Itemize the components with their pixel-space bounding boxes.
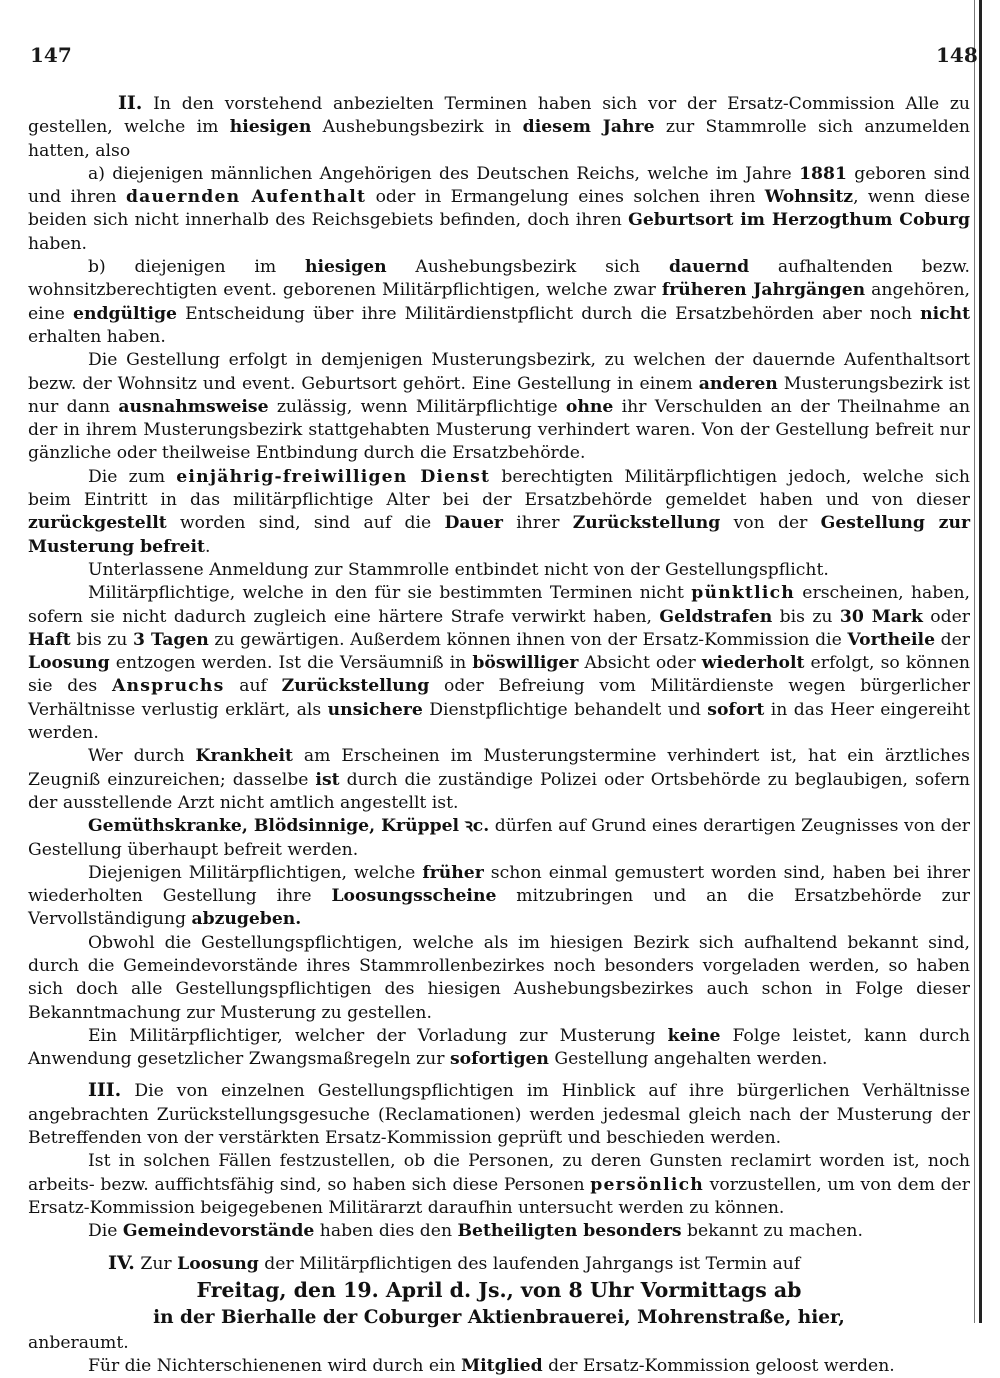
section-2-intro: II. In den vorstehend anbezielten Terminen haben sich vor der Ersatz-Commission Alle zu gestellen, welche im hiesigen Aushebungsbezirk in diesem Jahre zur Stammrolle sich anzumelden hatten, also [28, 92, 970, 161]
section-4-last: Für die Nichterschienenen wird durch ein Mitglied der Ersatz-Kommission geloost werden. [88, 1356, 895, 1377]
section-4-anberaumt: anberaumt. [28, 1332, 129, 1353]
section-2-einjaehrig: Die zum einjährig-freiwilligen Dienst berechtigten Militärpflichtigen jedoch, welche sich beim Eintritt in das militärpflichtige Alter bei der Ersatzbehörde gemeldet haben und von dieser zurückgestellt worden sind, sind auf die Dauer ihrer Zurückstellung von der Gestellung zur Musterung befreit. [28, 466, 970, 557]
section-2-numeral: II. [118, 92, 143, 114]
section-2-krankheit: Wer durch Krankheit am Erscheinen im Musterungstermine verhindert ist, hat ein ärztliches Zeugniß einzureichen; dasselbe ist durch die zuständige Polizei oder Ortsbehörde zu beglaubigen, sofern der ausstellende Arzt nicht amtlich angestellt ist. [28, 746, 970, 813]
section-2-diejenigen: Diejenigen Militärpflichtigen, welche früher schon einmal gemustert worden sind, haben bei ihrer wiederholten Gestellung ihre Loosungsscheine mitzubringen und an die Ersatzbehörde zur Vervollständigung abzugeben. [28, 862, 970, 930]
section-3-intro: III. Die von einzelnen Gestellungspflichtigen im Hinblick auf ihre bürgerlichen Verhältnisse angebrachten Zurückstellungsgesuche (Reclamationen) werden jedesmal gleich nach der Musterung der Betreffenden von der verstärkten Ersatz-Kommission geprüft und beschieden werden. [28, 1079, 971, 1149]
section-2-ein-militaerpflichtiger: Ein Militärpflichtiger, welcher der Vorladung zur Musterung keine Folge leistet, kann durch Anwendung gesetzlicher Zwangsmaßregeln zur sofortigen Gestellung angehalten werden. [28, 1025, 971, 1070]
main-text [28, 92, 970, 1378]
page-number-left: 147 [30, 43, 72, 67]
section-2-gestellung: Die Gestellung erfolgt in demjenigen Musterungsbezirk, zu welchen der dauernde Aufenthaltsort bezw. der Wohnsitz und event. Geburtsort gehört. Eine Gestellung in einem anderen Musterungsbezirk ist nur dann ausnahmsweise zulässig, wenn Militärpflichtige ohne ihr Verschulden an der Theilnahme an der in ihrem Musterungsbezirk stattgehabten Musterung verhindert waren. Von der Gestellung befreit nur gänzliche oder theilweise Entbindung durch die Ersatzbehörde. [28, 350, 971, 464]
section-3-numeral: III. [88, 1079, 122, 1102]
section-2-militaerpflichtige: Militärpflichtige, welche in den für sie bestimmten Terminen nicht pünktlich erscheinen, haben, sofern sie nicht dadurch zugleich eine härtere Strafe verwirkt haben, Geldstrafen bis zu 30 Mark oder Haft bis zu 3 Tagen zu gewärtigen. Außerdem können ihnen von der Ersatz-Kommission die Vortheile der Loosung entzogen werden. Ist die Versäumniß in böswilliger Absicht oder wiederholt erfolgt, so können sie des Anspruchs auf Zurückstellung oder Befreiung vom Militärdienste wegen bürgerlicher Verhältnisse verlustig erklärt, als unsichere Dienstpflichtige behandelt und sofort in das Heer eingereiht werden. [28, 583, 971, 744]
section-4-intro: IV. Zur Loosung der Militärpflichtigen des laufenden Jahrgangs ist Termin auf [108, 1251, 801, 1274]
section-4-place-line: in der Bierhalle der Coburger Aktienbrauerei, Mohrenstraße, hier, [153, 1306, 845, 1328]
section-2-obwohl: Obwohl die Gestellungspflichtigen, welche als im hiesigen Bezirk sich aufhaltend bekannt sind, durch die Gemeindevorstände ihres Stammrollenbezirkes noch besonders vorgeladen werden, so haben sich doch alle Gestellungspflichtigen des hiesigen Aushebungsbezirkes auch schon in Folge dieser Bekanntmachung zur Musterung zu gestellen. [28, 932, 970, 1023]
page-edge-shadow [974, 0, 975, 1323]
page-edge-border [979, 0, 982, 1323]
section-2-item-b: b) diejenigen im hiesigen Aushebungsbezirk sich dauernd aufhaltenden bezw. wohnsitzberechtigten event. geborenen Militärpflichtigen, welche zwar früheren Jahrgängen angehören, eine endgültige Entscheidung über ihre Militärdienstpflicht durch die Ersatzbehörden aber noch nicht erhalten haben. [28, 257, 971, 347]
section-2-unterlassene: Unterlassene Anmeldung zur Stammrolle entbindet nicht von der Gestellungspflicht. [88, 559, 829, 580]
page-number-right: 148 [936, 43, 978, 67]
section-3-persons: Ist in solchen Fällen festzustellen, ob die Personen, zu deren Gunsten reclamirt worden ist, noch arbeits- bezw. auffichtsfähig sind, so haben sich diese Personen persönlich vorzustellen, um von dem der Ersatz-Kommission beigegebenen Militärarzt daraufhin untersucht werden zu können. [28, 1151, 971, 1218]
section-3-gemeindevorstaende: Die Gemeindevorstände haben dies den Betheiligten besonders bekannt zu machen. [88, 1221, 863, 1242]
section-4-date-line: Freitag, den 19. April d. Js., von 8 Uhr Vormittags ab [196, 1277, 802, 1302]
section-4-numeral: IV. [108, 1251, 135, 1274]
section-2-gemuethskranke: Gemüthskranke, Blödsinnige, Krüppel ꝛc. dürfen auf Grund eines derartigen Zeugnisses von der Gestellung überhaupt befreit werden. [28, 816, 971, 860]
section-2-item-a: a) diejenigen männlichen Angehörigen des Deutschen Reichs, welche im Jahre 1881 geboren sind und ihren dauernden Aufenthalt oder in Ermangelung eines solchen ihren Wohnsitz, wenn diese beiden sich nicht innerhalb des Reichsgebiets befinden, doch ihren Geburtsort im Herzogthum Coburg haben. [28, 163, 971, 254]
